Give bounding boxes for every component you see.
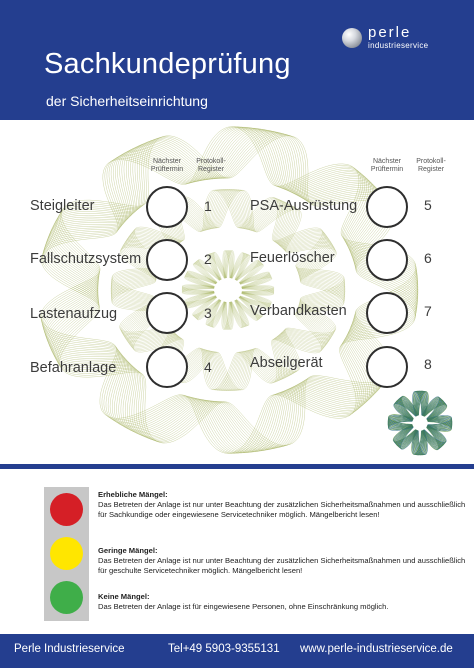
legend-entry-major-defects — [98, 490, 468, 520]
register-number-8: 8 — [424, 356, 432, 372]
green-light-icon — [50, 581, 83, 614]
register-number-4: 4 — [204, 359, 212, 375]
register-number-2: 2 — [204, 251, 212, 267]
next-date-circle-3[interactable] — [146, 292, 188, 334]
next-date-circle-7[interactable] — [366, 292, 408, 334]
register-number-6: 6 — [424, 250, 432, 266]
next-date-circle-1[interactable] — [146, 186, 188, 228]
traffic-light-icon — [44, 487, 89, 621]
guilloche-outer-curve — [46, 130, 418, 452]
column-header-register-right-line2: Register — [417, 166, 445, 173]
next-date-circle-2[interactable] — [146, 239, 188, 281]
register-number-3: 3 — [204, 305, 212, 321]
legend-text: Das Betreten der Anlage ist für eingewiesene Personen, ohne Einschränkung möglich. — [98, 602, 389, 611]
legend-heading: Erhebliche Mängel: — [98, 490, 168, 499]
column-header-next-date-right-line2: Prüftermin — [370, 166, 404, 173]
register-number-7: 7 — [424, 303, 432, 319]
item-label-verbandkasten: Verbandkasten — [250, 303, 347, 319]
item-label-fallschutzsystem: Fallschutzsystem — [30, 251, 142, 267]
register-number-5: 5 — [424, 197, 432, 213]
footer-bar — [0, 634, 474, 668]
item-label-steigleiter: Steigleiter — [30, 198, 95, 214]
item-label-befahranlage: Befahranlage — [30, 360, 117, 376]
column-header-register — [190, 158, 232, 174]
item-label-lastenaufzug: Lastenaufzug — [30, 306, 118, 322]
legend-entry-minor-defects — [98, 546, 468, 576]
page-subtitle: der Sicherheitseinrichtung — [46, 93, 208, 109]
header-banner — [0, 0, 474, 120]
column-header-register-line1: Protokoll- — [196, 158, 226, 165]
logo-subtitle: industrieservice — [368, 41, 429, 50]
guilloche-outer-curve — [42, 134, 416, 454]
legend-text: Das Betreten der Anlage ist nur unter Beachtung der zusätzlichen Sicherheitsmaßnahmen und ausschließlich für geschulte Servicetechniker möglich. Mängelbericht lesen! — [98, 556, 466, 575]
legend-heading: Keine Mängel: — [98, 592, 150, 601]
column-header-next-date-right — [366, 158, 408, 174]
red-light-icon — [50, 493, 83, 526]
legend-entry-no-defects — [98, 592, 468, 612]
footer-company: Perle Industrieservice — [14, 643, 125, 655]
inspection-panel — [0, 120, 474, 466]
next-date-circle-4[interactable] — [146, 346, 188, 388]
column-header-next-date-line1: Nächster — [152, 158, 181, 165]
footer-phone: Tel+49 5903-9355131 — [168, 643, 280, 655]
next-date-circle-8[interactable] — [366, 346, 408, 388]
logo-name: perle — [368, 24, 412, 41]
item-label-psa-ausruestung: PSA-Ausrüstung — [250, 198, 358, 214]
column-header-next-date — [146, 158, 188, 174]
column-header-register-line2: Register — [197, 166, 225, 173]
legend-heading: Geringe Mängel: — [98, 546, 158, 555]
register-number-1: 1 — [204, 198, 212, 214]
legend-section — [0, 469, 474, 634]
column-header-next-date-right-line1: Nächster — [372, 158, 401, 165]
item-label-feuerloescher: Feuerlöscher — [250, 250, 335, 266]
yellow-light-icon — [50, 537, 83, 570]
company-logo — [342, 24, 462, 54]
logo-sphere-icon — [342, 28, 362, 48]
column-header-register-right-line1: Protokoll- — [416, 158, 446, 165]
column-header-next-date-line2: Prüftermin — [150, 166, 184, 173]
page-title: Sachkundeprüfung — [44, 48, 291, 80]
column-header-register-right — [410, 158, 452, 174]
legend-text: Das Betreten der Anlage ist nur unter Beachtung der zusätzlichen Sicherheitsmaßnahmen und ausschließlich für Sachkundige oder eingewiesene Servicetechniker möglich. Mängelbericht lesen! — [98, 500, 466, 519]
next-date-circle-5[interactable] — [366, 186, 408, 228]
next-date-circle-6[interactable] — [366, 239, 408, 281]
footer-website[interactable]: www.perle-industrieservice.de — [300, 643, 453, 655]
item-label-abseilgeraet: Abseilgerät — [250, 355, 323, 371]
